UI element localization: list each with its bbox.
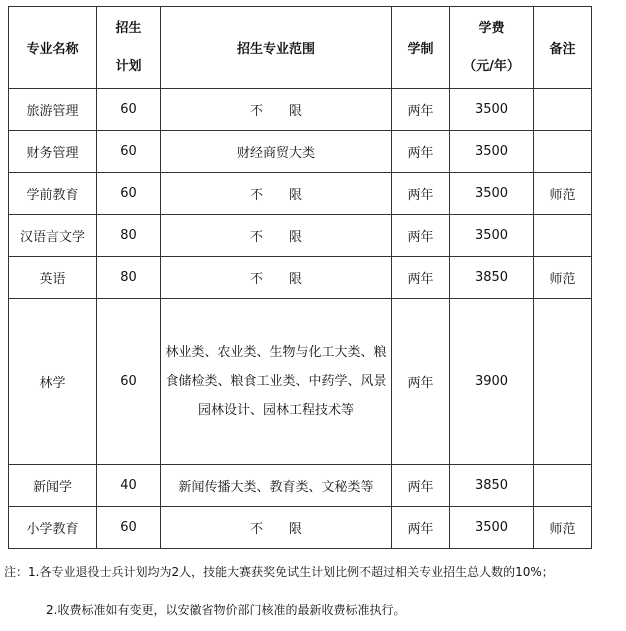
cell-scope: 不 限 (161, 173, 392, 215)
cell-duration: 两年 (392, 173, 450, 215)
cell-remarks (534, 89, 592, 131)
cell-fee: 3500 (450, 215, 534, 257)
table-header-row (9, 7, 592, 89)
cell-duration: 两年 (392, 89, 450, 131)
header-fee (450, 7, 534, 89)
header-plan-line2: 计划 (115, 58, 142, 74)
note-line-1: 注：1.各专业退役士兵计划均为2人，技能大赛获奖免试生计划比例不超过相关专业招生总人数的10%； (4, 565, 554, 579)
cell-duration: 两年 (392, 257, 450, 299)
cell-plan: 60 (97, 89, 161, 131)
header-major: 专业名称 (9, 7, 97, 89)
cell-fee: 3900 (450, 299, 534, 465)
cell-scope: 新闻传播大类、教育类、文秘类等 (161, 465, 392, 507)
cell-scope: 不 限 (161, 89, 392, 131)
cell-scope: 林业类、农业类、生物与化工大类、粮食储检类、粮食工业类、中药学、风景园林设计、园林工程技术等 (161, 299, 392, 465)
cell-fee: 3850 (450, 465, 534, 507)
cell-plan: 80 (97, 215, 161, 257)
table-row (9, 215, 592, 257)
table-row (9, 299, 592, 465)
header-plan (97, 7, 161, 89)
cell-remarks: 师范 (534, 507, 592, 549)
cell-duration: 两年 (392, 299, 450, 465)
table-row (9, 131, 592, 173)
cell-scope: 财经商贸大类 (161, 131, 392, 173)
cell-fee: 3850 (450, 257, 534, 299)
table-row (9, 257, 592, 299)
cell-remarks: 师范 (534, 173, 592, 215)
cell-plan: 40 (97, 465, 161, 507)
header-plan-line1: 招生 (115, 20, 142, 36)
cell-remarks (534, 465, 592, 507)
cell-plan: 60 (97, 299, 161, 465)
cell-plan: 60 (97, 173, 161, 215)
cell-duration: 两年 (392, 215, 450, 257)
cell-duration: 两年 (392, 465, 450, 507)
header-scope: 招生专业范围 (161, 7, 392, 89)
cell-major: 新闻学 (9, 465, 97, 507)
cell-fee: 3500 (450, 507, 534, 549)
cell-duration: 两年 (392, 507, 450, 549)
header-duration: 学制 (392, 7, 450, 89)
cell-major: 林学 (9, 299, 97, 465)
header-fee-line1: 学费 (478, 20, 505, 36)
cell-major: 学前教育 (9, 173, 97, 215)
cell-remarks (534, 131, 592, 173)
table-row (9, 89, 592, 131)
cell-fee: 3500 (450, 131, 534, 173)
header-remarks: 备注 (534, 7, 592, 89)
cell-plan: 80 (97, 257, 161, 299)
note-line-2: 2.收费标准如有变更，以安徽省物价部门核准的最新收费标准执行。 (46, 603, 406, 617)
cell-plan: 60 (97, 507, 161, 549)
cell-duration: 两年 (392, 131, 450, 173)
cell-major: 财务管理 (9, 131, 97, 173)
table-row (9, 173, 592, 215)
cell-major: 旅游管理 (9, 89, 97, 131)
admissions-plan-table (8, 6, 592, 549)
cell-major: 汉语言文学 (9, 215, 97, 257)
cell-scope: 不 限 (161, 215, 392, 257)
cell-major: 小学教育 (9, 507, 97, 549)
cell-major: 英语 (9, 257, 97, 299)
cell-fee: 3500 (450, 173, 534, 215)
table-row (9, 465, 592, 507)
cell-remarks: 师范 (534, 257, 592, 299)
cell-scope: 不 限 (161, 257, 392, 299)
cell-remarks (534, 215, 592, 257)
header-fee-line2: （元/年） (463, 58, 520, 74)
cell-plan: 60 (97, 131, 161, 173)
cell-fee: 3500 (450, 89, 534, 131)
table-row (9, 507, 592, 549)
cell-scope: 不 限 (161, 507, 392, 549)
cell-remarks (534, 299, 592, 465)
